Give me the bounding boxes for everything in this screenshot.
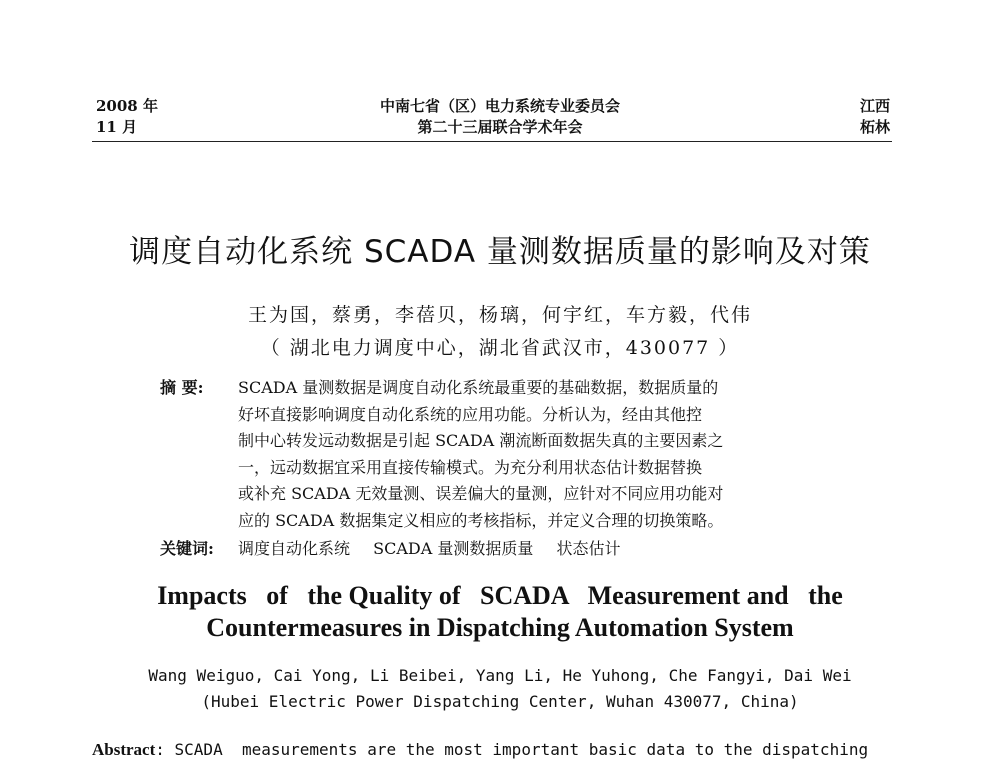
abstract-cn-line: 或补充 SCADA 无效量测、误差偏大的量测，应针对不同应用功能对 [238,484,724,503]
keyword: 调度自动化系统 [238,539,351,558]
paper-title-en [0,580,1000,644]
header-location [860,96,890,138]
affiliation-en: (Hubei Electric Power Dispatching Center, Wuhan 430077, China) [201,692,799,711]
header-town: 柘林 [859,118,890,136]
abstract-cn-line: 制中心转发远动数据是引起 SCADA 潮流断面数据失真的主要因素之 [238,431,724,450]
abstract-cn-line: 应的 SCADA 数据集定义相应的考核指标，并定义合理的切换策略。 [238,510,724,530]
keywords-cn-label: 关键词: [160,539,214,558]
abstract-en-text: : SCADA measurements are the most important basic data to the dispatching [155,740,869,759]
affiliation-cn: （ 湖北电力调度中心，湖北省武汉市，430077 ） [260,337,740,359]
abstract-en [92,740,912,760]
authors-cn: 王为国，蔡勇，李蓓贝，杨璃，何宇红，车方毅，代伟 [247,304,752,326]
abstract-cn-line: 好坏直接影响调度自动化系统的应用功能。分析认为，经由其他控 [238,404,703,424]
abstract-en-label: Abstract [92,740,156,759]
header-session: 第二十三届联合学术年会 [417,118,583,136]
header-year: 2008 年 [96,97,158,115]
header-date [96,96,158,138]
abstract-cn-line: 一，远动数据宜采用直接传输模式。为充分利用状态估计数据替换 [238,457,703,477]
header-conference [300,96,700,138]
authors-en: Wang Weiguo, Cai Yong, Li Beibei, Yang Li, He Yuhong, Che Fangyi, Dai Wei [148,666,852,685]
keywords-cn [238,536,638,559]
header-province: 江西 [859,97,890,115]
keyword: 状态估计 [556,539,621,558]
header-rule [92,141,892,142]
abstract-cn-label: 摘 要: [160,378,204,397]
abstract-cn [238,375,838,534]
header-committee: 中南七省（区）电力系统专业委员会 [379,97,620,115]
keyword: SCADA 量测数据质量 [373,539,534,558]
paper-title-en-line1: Impacts of the Quality of SCADA Measurement and the [157,581,843,610]
header-month: 11 月 [96,118,138,136]
paper-title-cn: 调度自动化系统 SCADA 量测数据质量的影响及对策 [129,234,871,270]
paper-title-en-line2: Countermeasures in Dispatching Automation System [206,613,794,642]
abstract-cn-line: SCADA 量测数据是调度自动化系统最重要的基础数据，数据质量的 [238,378,719,397]
